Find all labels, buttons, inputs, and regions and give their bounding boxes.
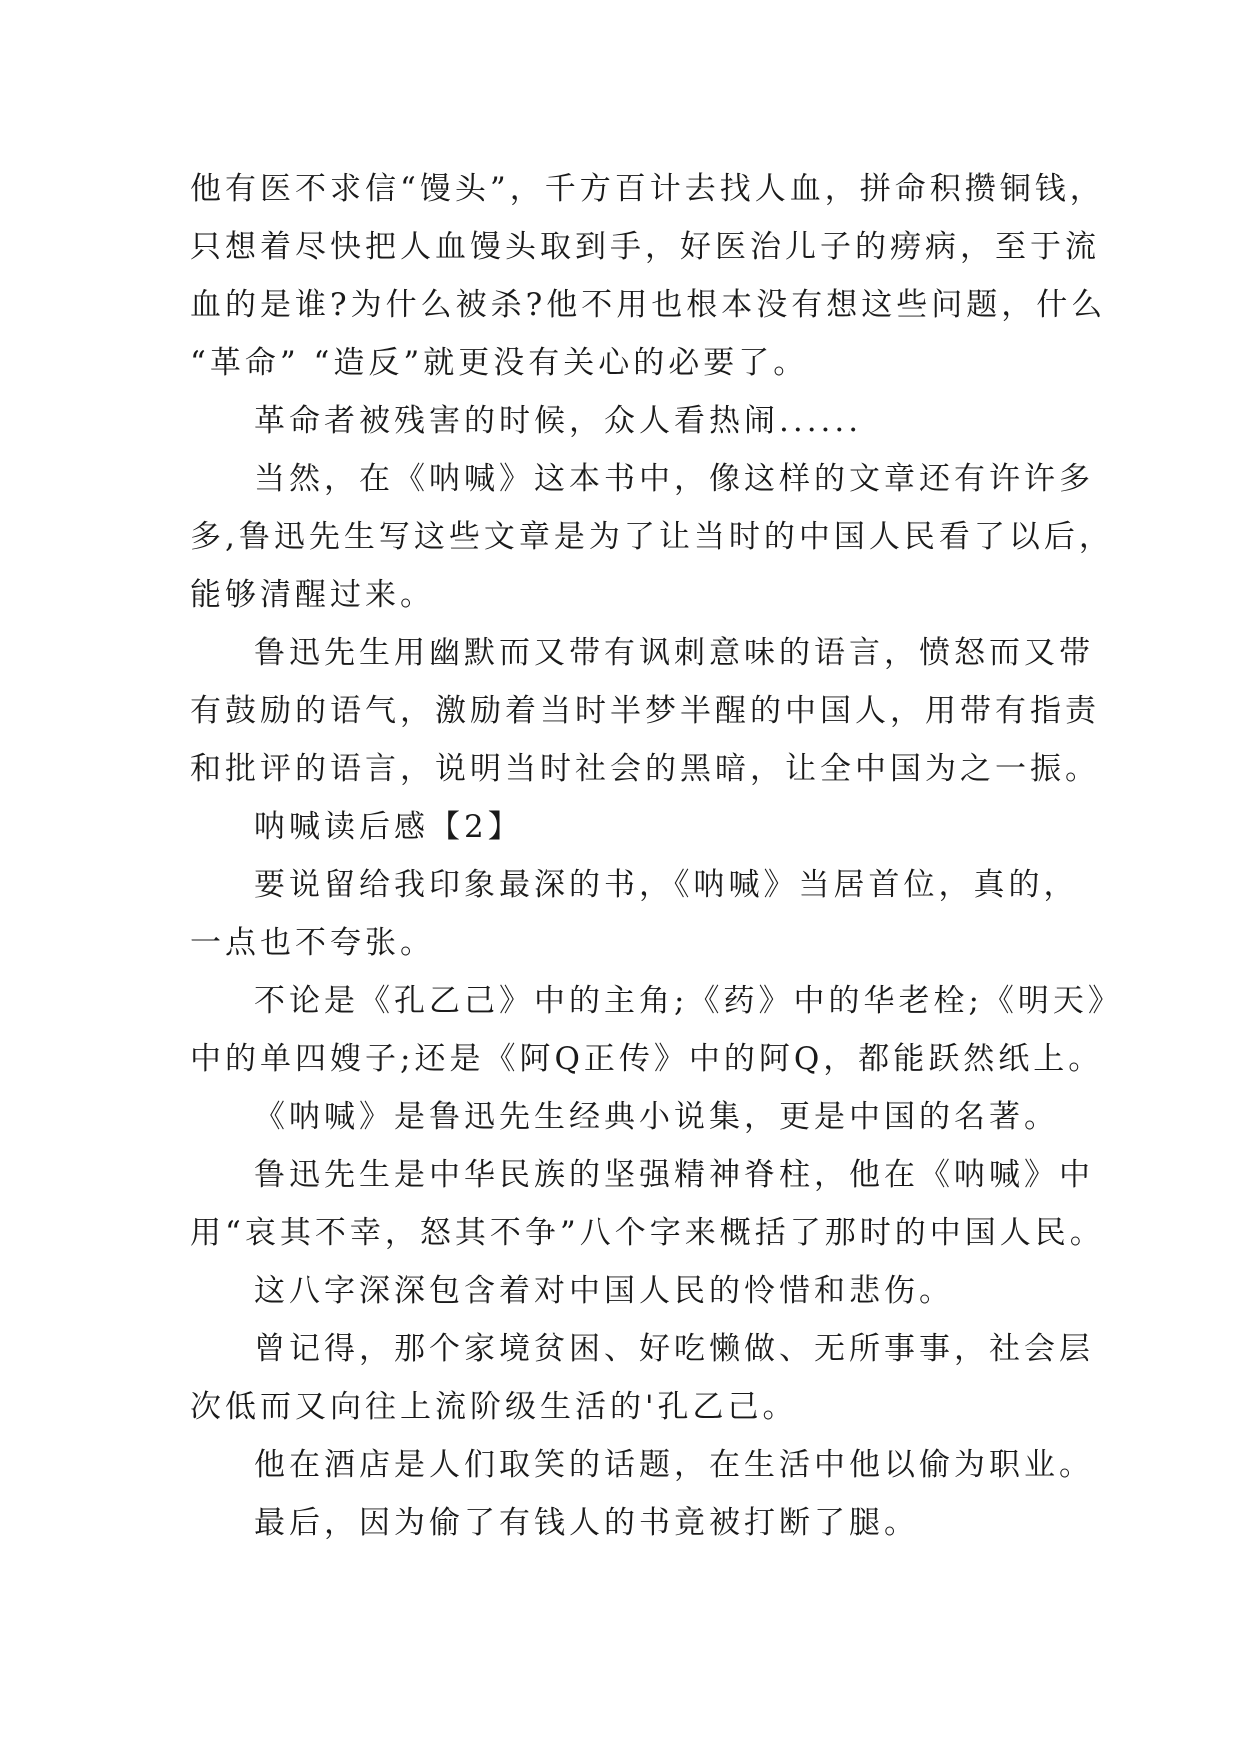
text-line: 革命者被残害的时候，众人看热闹......	[254, 403, 863, 439]
text-line: 血的是谁?为什么被杀?他不用也根本没有想这些问题，什么	[190, 287, 1107, 323]
text-line: “革命” “造反”就更没有关心的必要了。	[190, 345, 809, 381]
text-line: 当然，在《呐喊》这本书中，像这样的文章还有许许多	[254, 461, 1094, 497]
text-line: 鲁迅先生用幽默而又带有讽刺意味的语言，愤怒而又带	[254, 635, 1094, 671]
text-line: 鲁迅先生是中华民族的坚强精神脊柱，他在《呐喊》中	[254, 1157, 1094, 1193]
text-line: 这八字深深包含着对中国人民的怜惜和悲伤。	[254, 1273, 954, 1309]
text-line: 不论是《孔乙己》中的主角;《药》中的华老栓;《明天》	[254, 983, 1123, 1019]
text-line: 他有医不求信“馒头”，千方百计去找人血，拼命积攒铜钱，	[190, 171, 1105, 207]
text-line: 中的单四嫂子;还是《阿Q正传》中的阿Q，都能跃然纸上。	[190, 1041, 1104, 1077]
text-line: 有鼓励的语气，激励着当时半梦半醒的中国人，用带有指责	[190, 693, 1100, 729]
text-line: 用“哀其不幸，怒其不争”八个字来概括了那时的中国人民。	[190, 1215, 1105, 1251]
text-line: 要说留给我印象最深的书，《呐喊》当居首位，真的，	[254, 867, 1079, 903]
text-line: 最后，因为偷了有钱人的书竟被打断了腿。	[254, 1505, 919, 1541]
text-line: 一点也不夸张。	[190, 925, 435, 961]
document-body	[190, 160, 1123, 1552]
text-line: 次低而又向往上流阶级生活的'孔乙己。	[190, 1389, 798, 1425]
text-line: 只想着尽快把人血馒头取到手，好医治儿子的痨病，至于流	[190, 229, 1100, 265]
text-line: 《呐喊》是鲁迅先生经典小说集，更是中国的名著。	[254, 1099, 1059, 1135]
text-line: 多,鲁迅先生写这些文章是为了让当时的中国人民看了以后，	[190, 519, 1114, 555]
text-line: 能够清醒过来。	[190, 577, 435, 613]
text-line: 和批评的语言，说明当时社会的黑暗，让全中国为之一振。	[190, 751, 1100, 787]
text-line: 他在酒店是人们取笑的话题，在生活中他以偷为职业。	[254, 1447, 1094, 1483]
text-line: 呐喊读后感【2】	[254, 809, 523, 845]
text-line: 曾记得，那个家境贫困、好吃懒做、无所事事，社会层	[254, 1331, 1094, 1367]
